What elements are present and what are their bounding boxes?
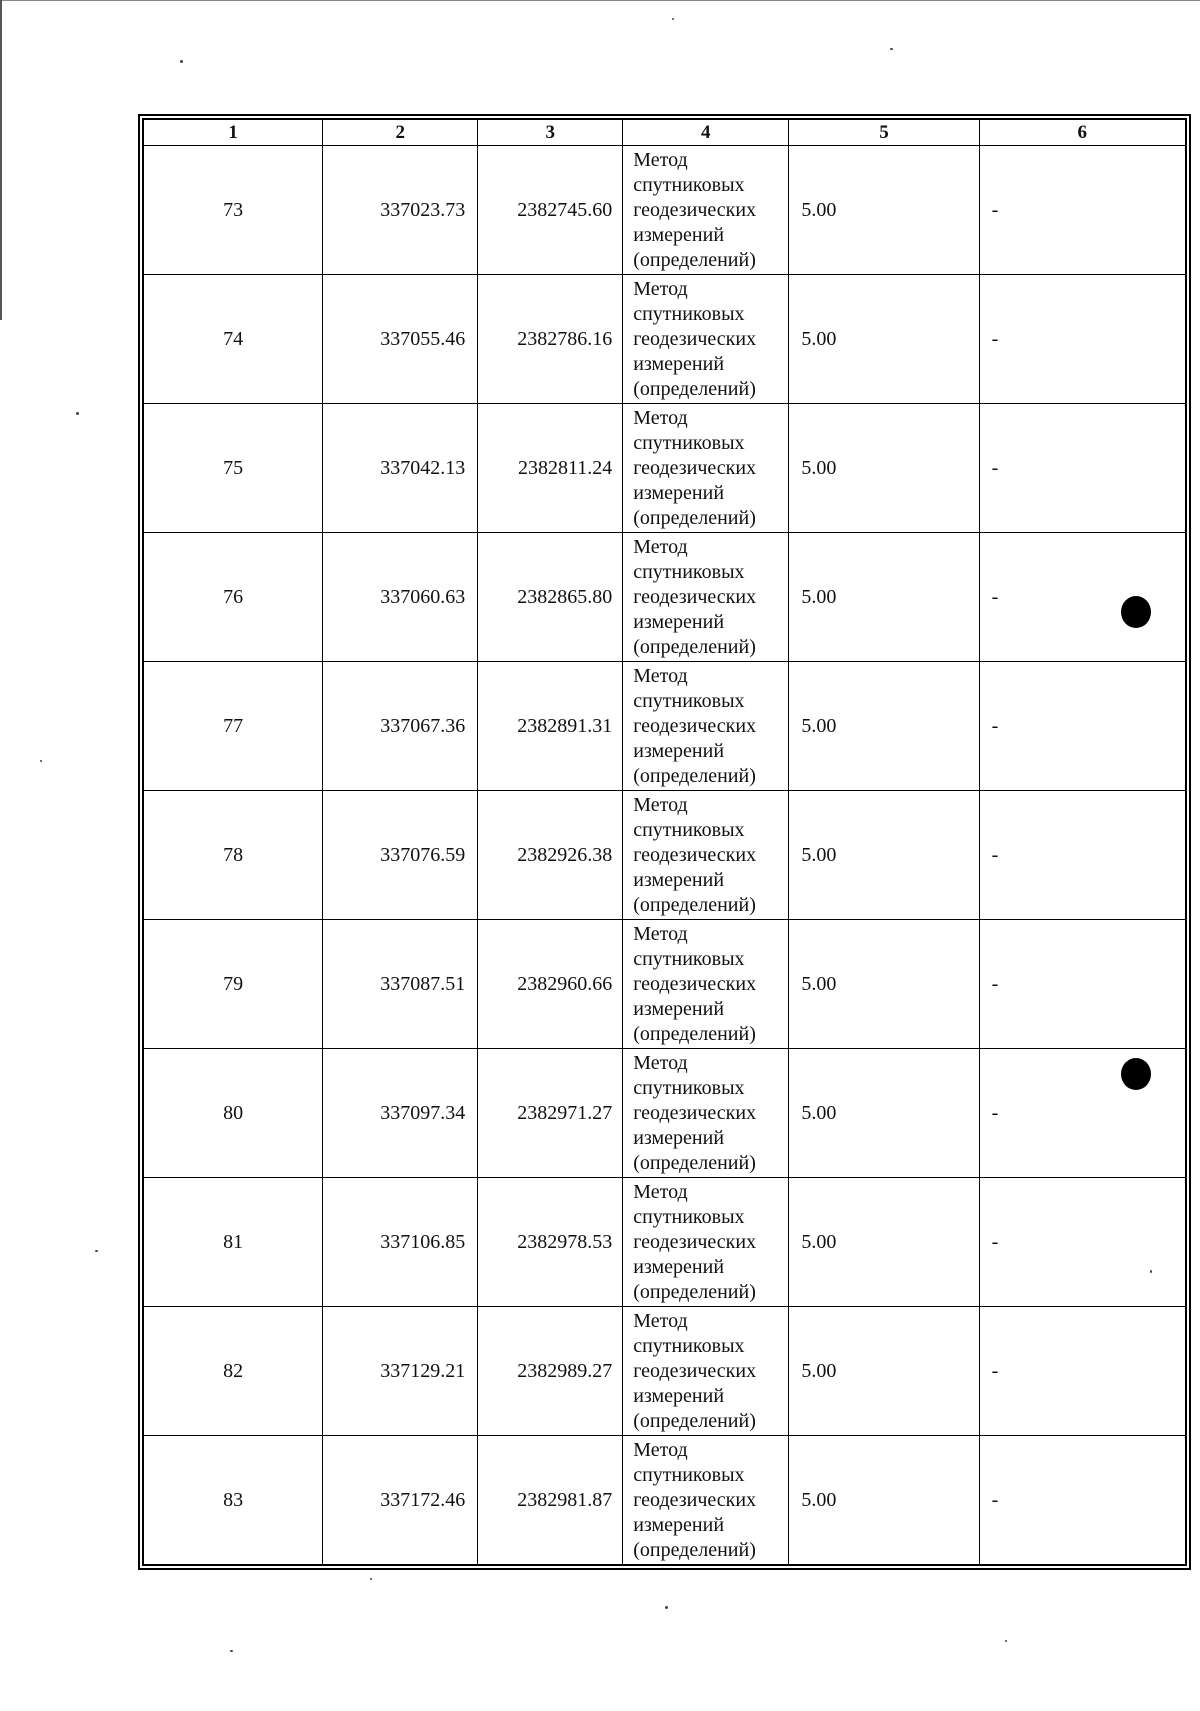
method-line: геодезических — [633, 585, 757, 608]
method-line: (определений) — [633, 377, 756, 400]
table-row — [144, 533, 1186, 662]
method-cell — [623, 1178, 789, 1307]
method-line: геодезических — [633, 1230, 757, 1253]
note-value: - — [979, 1049, 1185, 1178]
method-line: спутниковых — [633, 947, 745, 970]
coordinate-y: 2382981.87 — [478, 1436, 623, 1565]
method-cell — [623, 1307, 789, 1436]
coordinate-x: 337129.21 — [323, 1307, 478, 1436]
scan-speck — [665, 1606, 668, 1609]
table-row — [144, 1049, 1186, 1178]
method-cell — [623, 1436, 789, 1565]
note-value: - — [979, 1307, 1185, 1436]
coordinates-table-frame — [138, 114, 1191, 1570]
scan-speck — [230, 1650, 233, 1652]
method-line: (определений) — [633, 248, 756, 271]
method-cell — [623, 275, 789, 404]
method-cell — [623, 533, 789, 662]
table-row — [144, 146, 1186, 275]
coordinate-y: 2382891.31 — [478, 662, 623, 791]
table-row — [144, 1307, 1186, 1436]
method-line: измерений — [633, 610, 725, 633]
method-line: геодезических — [633, 1101, 757, 1124]
scan-speck — [1005, 1640, 1007, 1642]
coordinate-x: 337097.34 — [323, 1049, 478, 1178]
method-line: геодезических — [633, 198, 757, 221]
coordinate-y: 2382745.60 — [478, 146, 623, 275]
method-line: спутниковых — [633, 560, 745, 583]
method-line: геодезических — [633, 456, 757, 479]
point-number: 79 — [144, 920, 323, 1049]
point-number: 80 — [144, 1049, 323, 1178]
method-line: спутниковых — [633, 1076, 745, 1099]
method-line: измерений — [633, 868, 725, 891]
coordinate-x: 337060.63 — [323, 533, 478, 662]
table-row — [144, 662, 1186, 791]
point-number: 82 — [144, 1307, 323, 1436]
coordinate-x: 337106.85 — [323, 1178, 478, 1307]
accuracy-value: 5.00 — [789, 920, 979, 1049]
method-line: спутниковых — [633, 818, 745, 841]
method-line: измерений — [633, 1255, 725, 1278]
note-value: - — [979, 1178, 1185, 1307]
note-value: - — [979, 146, 1185, 275]
coordinate-x: 337023.73 — [323, 146, 478, 275]
accuracy-value: 5.00 — [789, 791, 979, 920]
accuracy-value: 5.00 — [789, 662, 979, 791]
method-line: Метод — [633, 664, 688, 687]
table-row — [144, 1178, 1186, 1307]
scan-speck — [370, 1578, 372, 1580]
method-line: геодезических — [633, 714, 757, 737]
method-line: измерений — [633, 997, 725, 1020]
scan-left-edge — [0, 0, 2, 320]
header-col-6: 6 — [979, 120, 1185, 146]
point-number: 76 — [144, 533, 323, 662]
coordinate-y: 2382811.24 — [478, 404, 623, 533]
scan-speck — [180, 60, 183, 63]
header-col-4: 4 — [623, 120, 789, 146]
method-line: геодезических — [633, 1488, 757, 1511]
coordinate-x: 337087.51 — [323, 920, 478, 1049]
header-col-5: 5 — [789, 120, 979, 146]
coordinate-y: 2382926.38 — [478, 791, 623, 920]
coordinate-y: 2382971.27 — [478, 1049, 623, 1178]
method-cell — [623, 1049, 789, 1178]
method-line: (определений) — [633, 1538, 756, 1561]
method-line: Метод — [633, 793, 688, 816]
scan-speck — [40, 760, 42, 762]
method-line: спутниковых — [633, 431, 745, 454]
method-cell — [623, 662, 789, 791]
point-number: 78 — [144, 791, 323, 920]
method-line: измерений — [633, 739, 725, 762]
note-value: - — [979, 662, 1185, 791]
method-line: спутниковых — [633, 1334, 745, 1357]
method-line: спутниковых — [633, 173, 745, 196]
method-line: измерений — [633, 223, 725, 246]
method-cell — [623, 791, 789, 920]
method-line: измерений — [633, 1513, 725, 1536]
method-line: спутниковых — [633, 1463, 745, 1486]
coordinate-x: 337042.13 — [323, 404, 478, 533]
accuracy-value: 5.00 — [789, 275, 979, 404]
method-line: Метод — [633, 148, 688, 171]
header-col-1: 1 — [144, 120, 323, 146]
method-line: геодезических — [633, 1359, 757, 1382]
note-value: - — [979, 1436, 1185, 1565]
method-line: Метод — [633, 922, 688, 945]
method-line: (определений) — [633, 506, 756, 529]
scan-speck — [672, 18, 674, 20]
accuracy-value: 5.00 — [789, 1436, 979, 1565]
method-line: Метод — [633, 1051, 688, 1074]
accuracy-value: 5.00 — [789, 404, 979, 533]
method-line: (определений) — [633, 1022, 756, 1045]
table-row — [144, 275, 1186, 404]
method-line: измерений — [633, 1384, 725, 1407]
table-row — [144, 404, 1186, 533]
point-number: 74 — [144, 275, 323, 404]
method-line: (определений) — [633, 1409, 756, 1432]
note-value: - — [979, 791, 1185, 920]
note-value: - — [979, 275, 1185, 404]
accuracy-value: 5.00 — [789, 146, 979, 275]
method-line: измерений — [633, 352, 725, 375]
point-number: 73 — [144, 146, 323, 275]
method-cell — [623, 404, 789, 533]
coordinate-y: 2382989.27 — [478, 1307, 623, 1436]
coordinate-x: 337172.46 — [323, 1436, 478, 1565]
scan-speck — [890, 48, 893, 50]
coordinate-y: 2382865.80 — [478, 533, 623, 662]
method-line: Метод — [633, 1438, 688, 1461]
table-header-row — [144, 120, 1186, 146]
point-number: 77 — [144, 662, 323, 791]
method-line: Метод — [633, 535, 688, 558]
method-line: Метод — [633, 277, 688, 300]
note-value: - — [979, 533, 1185, 662]
table-row — [144, 920, 1186, 1049]
method-cell — [623, 920, 789, 1049]
scan-top-edge — [0, 0, 1200, 1]
coordinates-table — [143, 119, 1186, 1565]
header-col-3: 3 — [478, 120, 623, 146]
table-row — [144, 1436, 1186, 1565]
method-line: (определений) — [633, 635, 756, 658]
scan-speck — [95, 1250, 98, 1252]
method-cell — [623, 146, 789, 275]
coordinate-y: 2382960.66 — [478, 920, 623, 1049]
method-line: (определений) — [633, 893, 756, 916]
coordinate-y: 2382786.16 — [478, 275, 623, 404]
coordinate-x: 337067.36 — [323, 662, 478, 791]
point-number: 81 — [144, 1178, 323, 1307]
method-line: геодезических — [633, 972, 757, 995]
method-line: (определений) — [633, 1280, 756, 1303]
note-value: - — [979, 404, 1185, 533]
method-line: (определений) — [633, 1151, 756, 1174]
note-value: - — [979, 920, 1185, 1049]
method-line: измерений — [633, 481, 725, 504]
accuracy-value: 5.00 — [789, 1307, 979, 1436]
scan-speck — [76, 412, 79, 415]
point-number: 75 — [144, 404, 323, 533]
table-row — [144, 791, 1186, 920]
method-line: геодезических — [633, 327, 757, 350]
point-number: 83 — [144, 1436, 323, 1565]
accuracy-value: 5.00 — [789, 1178, 979, 1307]
accuracy-value: 5.00 — [789, 1049, 979, 1178]
method-line: Метод — [633, 406, 688, 429]
method-line: спутниковых — [633, 689, 745, 712]
method-line: спутниковых — [633, 1205, 745, 1228]
coordinate-x: 337076.59 — [323, 791, 478, 920]
header-col-2: 2 — [323, 120, 478, 146]
method-line: спутниковых — [633, 302, 745, 325]
method-line: геодезических — [633, 843, 757, 866]
accuracy-value: 5.00 — [789, 533, 979, 662]
method-line: Метод — [633, 1180, 688, 1203]
method-line: (определений) — [633, 764, 756, 787]
coordinate-x: 337055.46 — [323, 275, 478, 404]
coordinate-y: 2382978.53 — [478, 1178, 623, 1307]
method-line: Метод — [633, 1309, 688, 1332]
method-line: измерений — [633, 1126, 725, 1149]
